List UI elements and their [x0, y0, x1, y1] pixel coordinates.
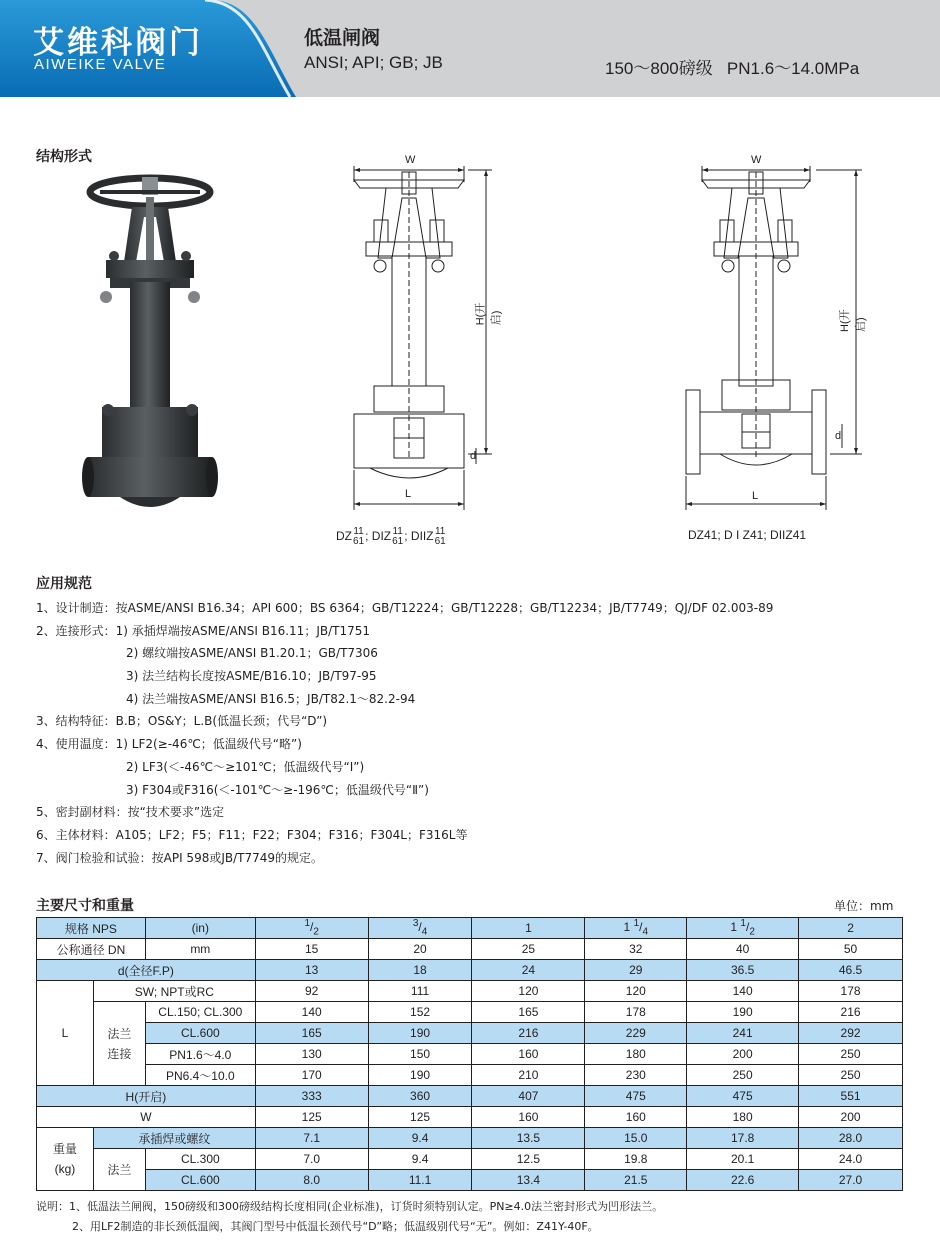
table-row-sw	[37, 981, 903, 1002]
nps-cell: 1 $^1/_4$	[585, 918, 687, 939]
drawing2-l-label: L	[752, 490, 759, 502]
dn-cell: 15	[255, 939, 368, 960]
pn64-label: PN6.4～10.0	[145, 1065, 255, 1086]
pn64-cell: 170	[255, 1065, 368, 1086]
weight-flange-label: 法兰	[93, 1149, 145, 1191]
caption1-part1: DZ	[336, 529, 352, 544]
cl600-cell: 216	[472, 1023, 585, 1044]
w-cell: 180	[687, 1107, 799, 1128]
drawing2-h-label: H(开启)	[839, 309, 867, 332]
nps-cell: $^1/_2$	[255, 918, 368, 939]
spec-item: 3) F304或F316(＜-101℃～≥-196℃；低温级代号“Ⅱ”)	[126, 782, 429, 797]
weight-sw-cell: 13.5	[472, 1128, 585, 1149]
sw-cell: 120	[585, 981, 687, 1002]
h-cell: 475	[687, 1086, 799, 1107]
product-standards: ANSI; API; GB; JB	[304, 53, 443, 72]
weight-sw-cell: 15.0	[585, 1128, 687, 1149]
structure-section-title: 结构形式	[36, 149, 92, 165]
d-cell: 46.5	[799, 960, 903, 981]
weight-label-line2: (kg)	[54, 1162, 76, 1176]
nps-den: 2	[313, 926, 319, 938]
pn16-cell: 160	[472, 1044, 585, 1065]
nps-unit: (in)	[145, 918, 255, 939]
unit-label: 单位：mm	[834, 899, 894, 913]
nps-whole: 2	[847, 921, 854, 935]
dn-cell: 32	[585, 939, 687, 960]
spec-item: 4) 法兰端按ASME/ANSI B16.5；JB/T82.1～82.2-94	[126, 691, 416, 706]
nps-label: 规格 NPS	[37, 918, 146, 939]
weight-sw-cell: 17.8	[687, 1128, 799, 1149]
cl150-cell: 216	[799, 1002, 903, 1023]
spec-item: 2、连接形式：1) 承插焊端按ASME/ANSI B16.11；JB/T1751	[36, 623, 370, 638]
sw-label: SW; NPT或RC	[93, 981, 255, 1002]
table-row-pn64	[37, 1065, 903, 1086]
weight-cl300-cell: 7.0	[255, 1149, 368, 1170]
d-label: d(全径F.P)	[37, 960, 256, 981]
table-row-weight-sw	[37, 1128, 903, 1149]
nps-num: 3	[412, 918, 419, 930]
pn16-cell: 180	[585, 1044, 687, 1065]
brand-name-cn: 艾维科阀门	[33, 25, 203, 61]
nps-den: 2	[749, 926, 755, 938]
cl150-label: CL.150; CL.300	[145, 1002, 255, 1023]
caption1-part2: ; DIZ	[365, 529, 392, 544]
cl600-label: CL.600	[145, 1023, 255, 1044]
table-row-weight-cl300	[37, 1149, 903, 1170]
valve-drawing-socket-weld	[336, 154, 503, 533]
product-title: 低温闸阀	[304, 27, 381, 49]
weight-cl600-cell: 11.1	[368, 1170, 472, 1191]
weight-cl300-cell: 24.0	[799, 1149, 903, 1170]
nps-num: 1	[633, 918, 640, 930]
spec-item: 4、使用温度：1) LF2(≥-46℃；低温级代号“略”)	[36, 737, 302, 752]
flange-label-line2: 连接	[107, 1046, 132, 1061]
cl600-cell: 190	[368, 1023, 472, 1044]
cl150-cell: 152	[368, 1002, 472, 1023]
caption1-frac3: 11 61	[434, 526, 446, 547]
drawing1-d-label: d	[470, 450, 477, 462]
drawing2-w-label: W	[751, 154, 762, 166]
h-cell: 475	[585, 1086, 687, 1107]
flange-label-line1: 法兰	[107, 1026, 132, 1041]
dn-cell: 25	[472, 939, 585, 960]
weight-label	[37, 1128, 94, 1191]
w-label: W	[37, 1107, 256, 1128]
pn64-cell: 250	[799, 1065, 903, 1086]
drawing2-d-label: d	[835, 430, 842, 442]
w-cell: 125	[368, 1107, 472, 1128]
weight-cl300-cell: 20.1	[687, 1149, 799, 1170]
nps-whole: 1	[525, 921, 532, 935]
nps-den: 4	[421, 926, 428, 938]
weight-sw-label: 承插焊或螺纹	[93, 1128, 255, 1149]
pn16-cell: 200	[687, 1044, 799, 1065]
drawing-1-lines	[336, 158, 496, 533]
sw-cell: 120	[472, 981, 585, 1002]
table-row-cl150	[37, 1002, 903, 1023]
brand-name-en: AIWEIKE VALVE	[34, 56, 167, 73]
cl150-cell: 178	[585, 1002, 687, 1023]
cl150-cell: 165	[472, 1002, 585, 1023]
nps-den: 4	[642, 926, 649, 938]
spec-item: 6、主体材料：A105；LF2；F5；F11；F22；F304；F316；F304L；F316L等	[36, 827, 468, 842]
valve-photo-image	[80, 172, 220, 517]
weight-cl300-cell: 19.8	[585, 1149, 687, 1170]
h-cell: 551	[799, 1086, 903, 1107]
dn-label: 公称通径 DN	[37, 939, 146, 960]
spec-item: 7、阀门检验和试验：按API 598或JB/T7749的规定。	[36, 850, 324, 865]
cl600-cell: 229	[585, 1023, 687, 1044]
l-label: L	[37, 981, 94, 1086]
h-cell: 360	[368, 1086, 472, 1107]
pn16-cell: 130	[255, 1044, 368, 1065]
nps-num: 1	[304, 918, 311, 930]
spec-item: 5、密封副材料：按“技术要求”选定	[36, 805, 225, 820]
d-cell: 24	[472, 960, 585, 981]
pn64-cell: 230	[585, 1065, 687, 1086]
nps-cell: 1 $^1/_2$	[687, 918, 799, 939]
h-label: H(开启)	[37, 1086, 256, 1107]
cl600-cell: 292	[799, 1023, 903, 1044]
nps-cell	[799, 918, 903, 939]
drawing1-w-label: W	[405, 154, 416, 166]
page-header	[0, 0, 940, 97]
h-cell: 333	[255, 1086, 368, 1107]
cl600-cell: 241	[687, 1023, 799, 1044]
weight-sw-cell: 9.4	[368, 1128, 472, 1149]
w-cell: 160	[472, 1107, 585, 1128]
nps-cell: $^3/_4$	[368, 918, 472, 939]
pn64-cell: 250	[687, 1065, 799, 1086]
pn64-cell: 210	[472, 1065, 585, 1086]
sw-cell: 178	[799, 981, 903, 1002]
d-cell: 29	[585, 960, 687, 981]
w-cell: 125	[255, 1107, 368, 1128]
weight-cl600-cell: 21.5	[585, 1170, 687, 1191]
specs-list	[36, 597, 916, 869]
notes	[36, 1197, 663, 1237]
drawing1-model-caption	[336, 527, 447, 547]
drawing2-model-caption: DZ41; D I Z41; DIIZ41	[688, 528, 807, 542]
dn-unit: mm	[145, 939, 255, 960]
note-item: 2、用LF2制造的非长颈低温阀，其阀门型号中低温长颈代号“D”略；低温级别代号“无”。例如：Z41Y-40F。	[72, 1220, 599, 1233]
table-row-h	[37, 1086, 903, 1107]
table-row-nps	[37, 918, 903, 939]
note-item: 说明：1、低温法兰闸阀，150磅级和300磅级结构长度相同(企业标准)，订货时须特别认定。PN≥4.0法兰密封形式为凹形法兰。	[36, 1200, 664, 1213]
pn16-cell: 250	[799, 1044, 903, 1065]
nps-whole: 1	[730, 920, 738, 935]
weight-cl600-cell: 8.0	[255, 1170, 368, 1191]
brand-banner	[0, 0, 300, 97]
weight-cl300-label: CL.300	[145, 1149, 255, 1170]
caption1-part3: ; DIIZ	[404, 529, 434, 544]
product-pressure-class: 150～800磅级 PN1.6～14.0MPa	[605, 59, 860, 78]
pn16-cell: 150	[368, 1044, 472, 1065]
nps-cell	[472, 918, 585, 939]
weight-cl600-cell: 22.6	[687, 1170, 799, 1191]
pn64-cell: 190	[368, 1065, 472, 1086]
table-row-dn	[37, 939, 903, 960]
dimensions-table	[36, 917, 903, 1191]
specs-section-title: 应用规范	[36, 576, 92, 592]
h-cell: 407	[472, 1086, 585, 1107]
weight-cl600-cell: 13.4	[472, 1170, 585, 1191]
spec-item: 1、设计制造：按ASME/ANSI B16.34；API 600；BS 6364；GB/T12224；GB/T12228；GB/T12234；JB/T7749；QJ/DF 02.003-89	[36, 601, 774, 615]
dimensions-section-title: 主要尺寸和重量	[36, 898, 134, 914]
d-cell: 18	[368, 960, 472, 981]
weight-cl300-cell: 9.4	[368, 1149, 472, 1170]
valve-drawing-flanged	[680, 154, 870, 533]
spec-item: 2) LF3(＜-46℃～≥101℃；低温级代号“I”)	[126, 759, 365, 774]
weight-cl300-cell: 12.5	[472, 1149, 585, 1170]
pn16-label: PN1.6～4.0	[145, 1044, 255, 1065]
caption1-frac1: 11 61	[353, 526, 365, 547]
w-cell: 200	[799, 1107, 903, 1128]
spec-item: 3、结构特征：B.B；OS&Y；L.B(低温长颈；代号“D”)	[36, 714, 328, 729]
d-cell: 36.5	[687, 960, 799, 981]
spec-item: 2) 螺纹端按ASME/ANSI B1.20.1；GB/T7306	[126, 646, 378, 661]
drawing1-h-label: H(开启)	[474, 302, 503, 326]
weight-cl600-label: CL.600	[145, 1170, 255, 1191]
table-row-d	[37, 960, 903, 981]
w-cell: 160	[585, 1107, 687, 1128]
table-row-weight-cl600	[37, 1170, 903, 1191]
weight-sw-cell: 28.0	[799, 1128, 903, 1149]
sw-cell: 111	[368, 981, 472, 1002]
table-row-pn16	[37, 1044, 903, 1065]
cl600-cell: 165	[255, 1023, 368, 1044]
weight-label-line1: 重量	[52, 1142, 77, 1156]
spec-item: 3) 法兰结构长度按ASME/B16.10；JB/T97-95	[126, 669, 377, 684]
table-row-w	[37, 1107, 903, 1128]
table-row-cl600	[37, 1023, 903, 1044]
flange-connection-label	[93, 1002, 145, 1086]
cl150-cell: 190	[687, 1002, 799, 1023]
cl150-cell: 140	[255, 1002, 368, 1023]
weight-cl600-cell: 27.0	[799, 1170, 903, 1191]
dn-cell: 50	[799, 939, 903, 960]
nps-whole: 1	[623, 920, 631, 935]
drawing1-l-label: L	[405, 488, 412, 500]
weight-sw-cell: 7.1	[255, 1128, 368, 1149]
d-cell: 13	[255, 960, 368, 981]
caption1-frac2: 11 61	[392, 526, 404, 547]
drawing-2-lines	[680, 158, 870, 533]
dn-cell: 40	[687, 939, 799, 960]
sw-cell: 140	[687, 981, 799, 1002]
nps-num: 1	[740, 918, 746, 930]
dn-cell: 20	[368, 939, 472, 960]
sw-cell: 92	[255, 981, 368, 1002]
